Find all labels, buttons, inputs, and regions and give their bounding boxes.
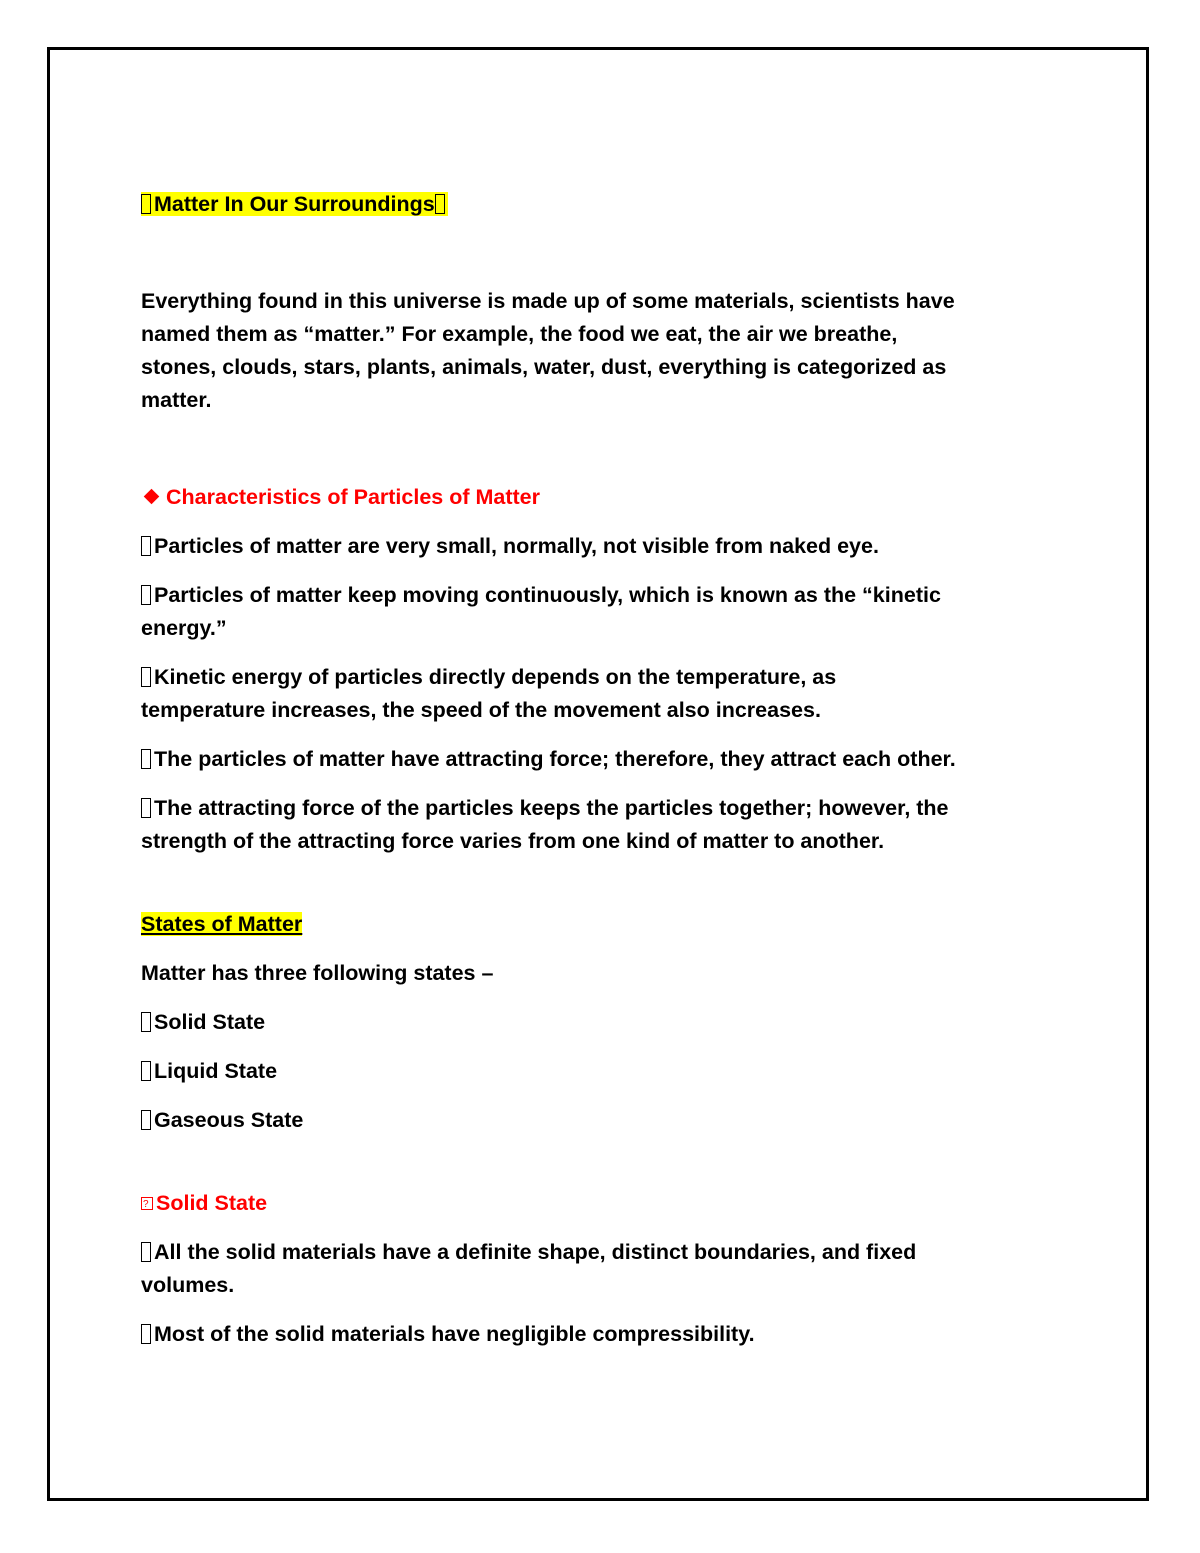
list-item <box>141 1318 1071 1351</box>
document-title-highlight <box>141 192 448 216</box>
intro-line: stones, clouds, stars, plants, animals, water, dust, everything is categorized as <box>141 355 947 379</box>
list-item-text: The particles of matter have attracting force; therefore, they attract each other. <box>154 747 956 771</box>
missing-glyph-box-icon <box>141 1012 151 1032</box>
list-item <box>141 530 1071 563</box>
document-body <box>141 186 1071 1351</box>
missing-glyph-box-icon <box>141 194 151 214</box>
list-item <box>141 1236 1071 1302</box>
missing-glyph-box-icon <box>141 585 151 605</box>
characteristics-heading: Characteristics of Particles of Matter <box>166 485 540 509</box>
list-item <box>141 579 1071 645</box>
list-item <box>141 1006 1071 1039</box>
list-item <box>141 1104 1071 1137</box>
list-item <box>141 792 1071 858</box>
list-item <box>141 743 1071 776</box>
list-item-text: energy.” <box>141 616 227 640</box>
missing-glyph-box-icon <box>141 1061 151 1081</box>
diamond-icon <box>144 489 160 505</box>
solid-heading: Solid State <box>156 1191 268 1215</box>
missing-glyph-box-icon <box>435 194 445 214</box>
missing-glyph-box-icon <box>141 1324 151 1344</box>
document-title-line <box>141 188 1071 221</box>
list-item-text: Gaseous State <box>154 1108 304 1132</box>
states-heading: States of Matter <box>141 912 303 936</box>
solid-heading-line <box>141 1187 1071 1220</box>
missing-glyph-box-icon <box>141 1242 151 1262</box>
list-item-text: volumes. <box>141 1273 235 1297</box>
list-item <box>141 1055 1071 1088</box>
list-item-text: Liquid State <box>154 1059 278 1083</box>
intro-line: Everything found in this universe is made up of some materials, scientists have <box>141 289 955 313</box>
list-item-text: Kinetic energy of particles directly depends on the temperature, as <box>154 665 837 689</box>
characteristics-heading-line <box>141 481 1071 514</box>
list-item-text: strength of the attracting force varies from one kind of matter to another. <box>141 829 885 853</box>
list-item <box>141 661 1071 727</box>
list-item-text: Particles of matter keep moving continuously, which is known as the “kinetic <box>154 583 941 607</box>
intro-paragraph <box>141 285 1071 417</box>
intro-line: named them as “matter.” For example, the food we eat, the air we breathe, <box>141 322 898 346</box>
list-item-text: Solid State <box>154 1010 266 1034</box>
missing-glyph-box-icon <box>141 798 151 818</box>
list-item-text: temperature increases, the speed of the movement also increases. <box>141 698 821 722</box>
list-item-text: All the solid materials have a definite shape, distinct boundaries, and fixed <box>154 1240 917 1264</box>
missing-glyph-box-icon <box>141 536 151 556</box>
intro-line: matter. <box>141 388 212 412</box>
states-heading-line <box>141 908 1071 941</box>
missing-glyph-box-icon <box>141 667 151 687</box>
missing-glyph-box-icon <box>141 1110 151 1130</box>
list-item-text: Most of the solid materials have negligible compressibility. <box>154 1322 755 1346</box>
missing-glyph-box-icon <box>141 1197 153 1210</box>
list-item-text: Particles of matter are very small, normally, not visible from naked eye. <box>154 534 879 558</box>
list-item-text: The attracting force of the particles keeps the particles together; however, the <box>154 796 949 820</box>
missing-glyph-box-icon <box>141 749 151 769</box>
document-title: Matter In Our Surroundings <box>154 192 435 216</box>
states-intro: Matter has three following states – <box>141 961 494 985</box>
